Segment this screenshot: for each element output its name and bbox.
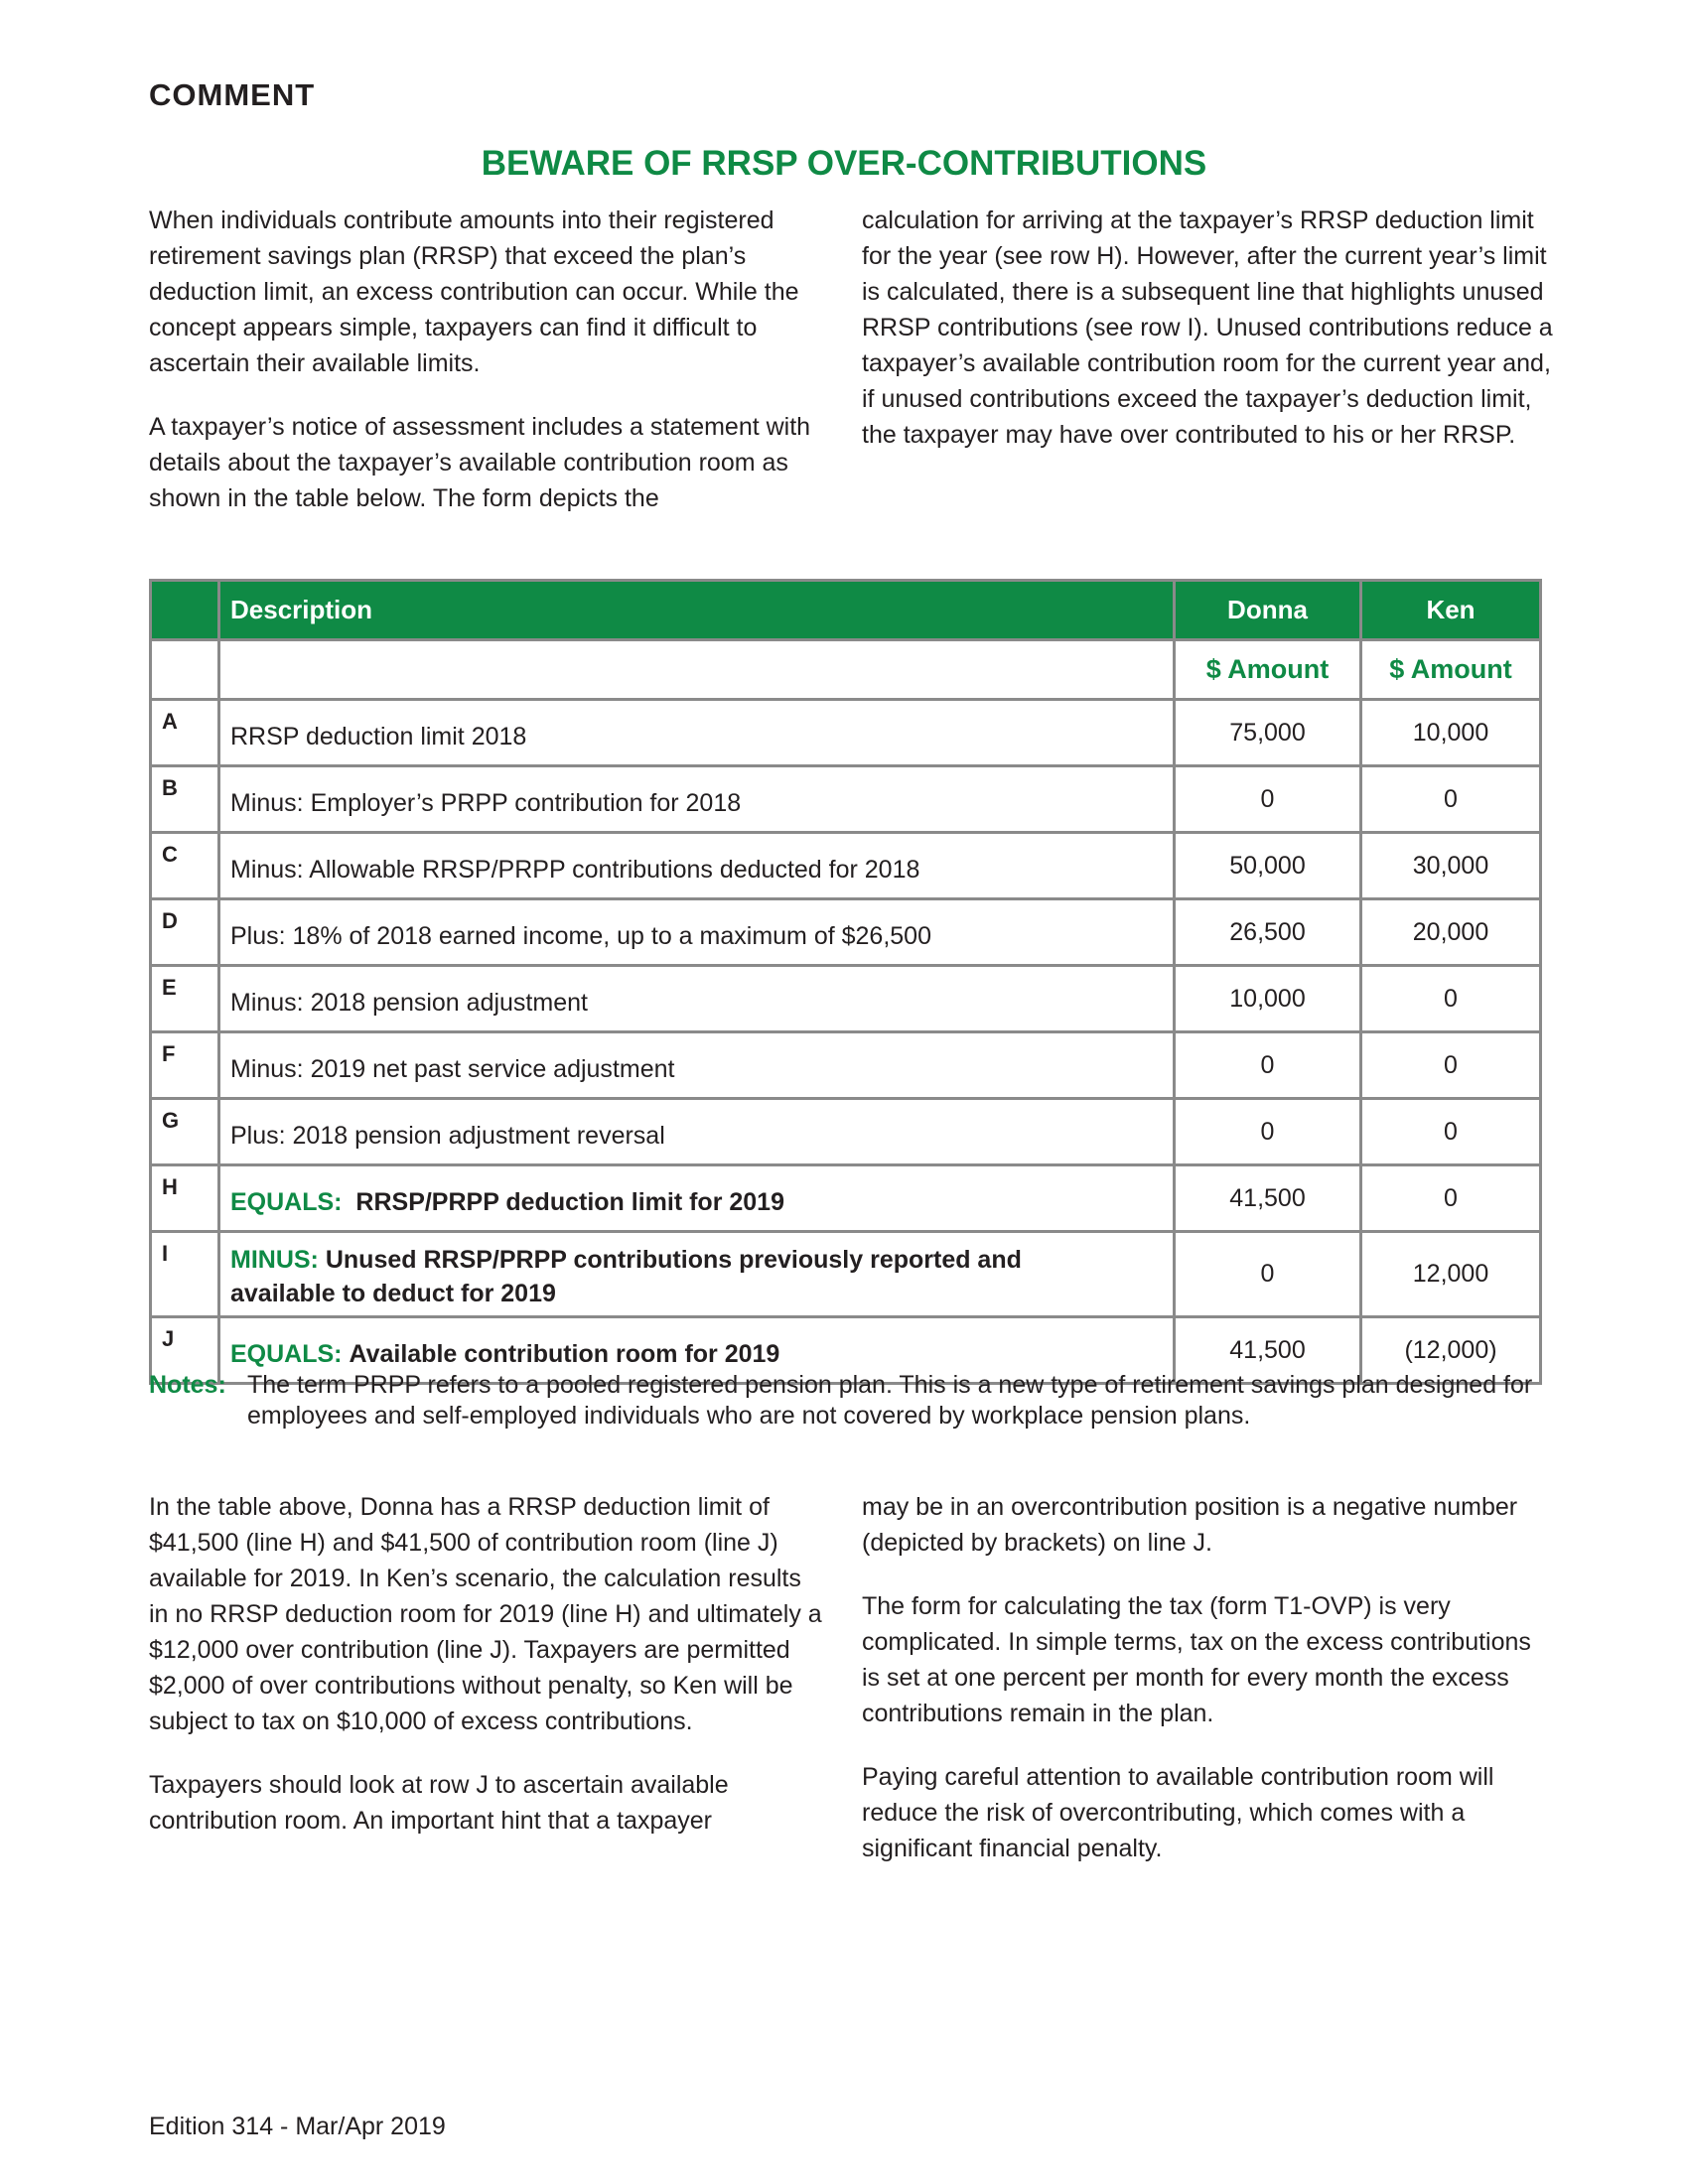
row-text: Available contribution room for 2019	[349, 1339, 780, 1368]
row-ken-amount: 12,000	[1361, 1232, 1541, 1317]
intro-paragraph: calculation for arriving at the taxpayer’s RRSP deduction limit for the year (see row H). However, after the current year’s limit is calculated, there is a subsequent line that highlights unused RRSP contributions (see row I). Unused contributions reduce a taxpayer’s available contribution room for the current year and, if unused contributions exceed the taxpayer’s deduction limit, the taxpayer may have over contributed to his or her RRSP.	[862, 206, 1553, 449]
header-description: Description	[219, 581, 1175, 640]
row-ken-amount: (12,000)	[1361, 1317, 1541, 1384]
row-donna-amount: 0	[1175, 1032, 1361, 1099]
notes-text: The term PRPP refers to a pooled registered pension plan. This is a new type of retirement savings plan designed for employees and self-employed individuals who are not covered by workplace pension plans.	[247, 1371, 1533, 1430]
row-donna-amount: 41,500	[1175, 1165, 1361, 1232]
row-prefix: MINUS:	[230, 1245, 319, 1274]
row-description	[219, 1232, 1175, 1317]
body-paragraph: In the table above, Donna has a RRSP deduction limit of $41,500 (line H) and $41,500 of contribution room (line J) available for 2019. In Ken’s scenario, the calculation results in no RRSP deduction room for 2019 (line H) and ultimately a $12,000 over contribution (line J). Taxpayers are permitted $2,000 of over contributions without penalty, so Ken will be subject to tax on $10,000 of excess contributions.	[149, 1493, 822, 1735]
table-subheader-row	[151, 640, 1541, 700]
row-prefix: EQUALS:	[230, 1187, 343, 1216]
notes-label: Notes:	[149, 1371, 226, 1399]
row-prefix: EQUALS:	[230, 1339, 343, 1368]
row-donna-amount: 0	[1175, 1232, 1361, 1317]
row-text: Unused RRSP/PRPP contributions previously reported and available to deduct for 2019	[230, 1245, 1022, 1307]
row-letter: C	[151, 833, 219, 899]
row-description: Minus: 2018 pension adjustment	[219, 966, 1175, 1032]
row-donna-amount: 75,000	[1175, 700, 1361, 766]
row-text: RRSP/PRPP deduction limit for 2019	[355, 1187, 784, 1216]
row-letter: A	[151, 700, 219, 766]
header-blank-cell	[151, 581, 219, 640]
row-description: Minus: 2019 net past service adjustment	[219, 1032, 1175, 1099]
intro-right-column	[862, 203, 1557, 480]
row-ken-amount: 0	[1361, 766, 1541, 833]
row-ken-amount: 10,000	[1361, 700, 1541, 766]
row-ken-amount: 20,000	[1361, 899, 1541, 966]
page-footer: Edition 314 - Mar/Apr 2019	[149, 2113, 446, 2140]
table-row	[151, 700, 1541, 766]
row-description: Minus: Allowable RRSP/PRPP contributions deducted for 2018	[219, 833, 1175, 899]
table-row	[151, 1032, 1541, 1099]
intro-left-column	[149, 203, 824, 544]
row-ken-amount: 0	[1361, 1099, 1541, 1165]
row-description: Plus: 18% of 2018 earned income, up to a maximum of $26,500	[219, 899, 1175, 966]
row-donna-amount: 10,000	[1175, 966, 1361, 1032]
row-donna-amount: 0	[1175, 766, 1361, 833]
subheader-blank-cell	[151, 640, 219, 700]
row-ken-amount: 0	[1361, 966, 1541, 1032]
row-donna-amount: 41,500	[1175, 1317, 1361, 1384]
row-letter: B	[151, 766, 219, 833]
table-row	[151, 1099, 1541, 1165]
row-ken-amount: 0	[1361, 1165, 1541, 1232]
subheader-blank-cell	[219, 640, 1175, 700]
row-ken-amount: 0	[1361, 1032, 1541, 1099]
rrsp-table	[149, 579, 1542, 1385]
body-paragraph: Paying careful attention to available contribution room will reduce the risk of overcontributing, which comes with a significant financial penalty.	[862, 1763, 1494, 1862]
row-ken-amount: 30,000	[1361, 833, 1541, 899]
table-row	[151, 899, 1541, 966]
body-paragraph: Taxpayers should look at row J to ascertain available contribution room. An important hint that a taxpayer	[149, 1771, 729, 1835]
row-description: Plus: 2018 pension adjustment reversal	[219, 1099, 1175, 1165]
row-donna-amount: 50,000	[1175, 833, 1361, 899]
article-headline: BEWARE OF RRSP OVER-CONTRIBUTIONS	[481, 144, 1207, 183]
header-donna: Donna	[1175, 581, 1361, 640]
row-donna-amount: 0	[1175, 1099, 1361, 1165]
table-row	[151, 766, 1541, 833]
row-letter: J	[151, 1317, 219, 1384]
row-letter: E	[151, 966, 219, 1032]
table-row	[151, 966, 1541, 1032]
table-row	[151, 1232, 1541, 1317]
table-header-row	[151, 581, 1541, 640]
subheader-donna-amount: $ Amount	[1175, 640, 1361, 700]
table-notes	[149, 1370, 1539, 1432]
row-letter: H	[151, 1165, 219, 1232]
table-row	[151, 1165, 1541, 1232]
row-donna-amount: 26,500	[1175, 899, 1361, 966]
row-letter: D	[151, 899, 219, 966]
body-right-column	[862, 1489, 1537, 1894]
row-letter: G	[151, 1099, 219, 1165]
subheader-ken-amount: $ Amount	[1361, 640, 1541, 700]
row-description: RRSP deduction limit 2018	[219, 700, 1175, 766]
row-letter: F	[151, 1032, 219, 1099]
section-label: COMMENT	[149, 77, 316, 112]
body-left-column	[149, 1489, 824, 1866]
intro-paragraph: A taxpayer’s notice of assessment includes a statement with details about the taxpayer’s available contribution room as shown in the table below. The form depicts the	[149, 413, 811, 512]
header-ken: Ken	[1361, 581, 1541, 640]
row-description	[219, 1165, 1175, 1232]
row-letter: I	[151, 1232, 219, 1317]
table-row	[151, 833, 1541, 899]
intro-paragraph: When individuals contribute amounts into their registered retirement savings plan (RRSP) that exceed the plan’s deduction limit, an excess contribution can occur. While the concept appears simple, taxpayers can find it difficult to ascertain their available limits.	[149, 206, 799, 377]
body-paragraph: may be in an overcontribution position is a negative number (depicted by brackets) on line J.	[862, 1493, 1518, 1557]
row-description: Minus: Employer’s PRPP contribution for 2018	[219, 766, 1175, 833]
body-paragraph: The form for calculating the tax (form T1-OVP) is very complicated. In simple terms, tax on the excess contributions is set at one percent per month for every month the excess contributions remain in the plan.	[862, 1592, 1531, 1727]
